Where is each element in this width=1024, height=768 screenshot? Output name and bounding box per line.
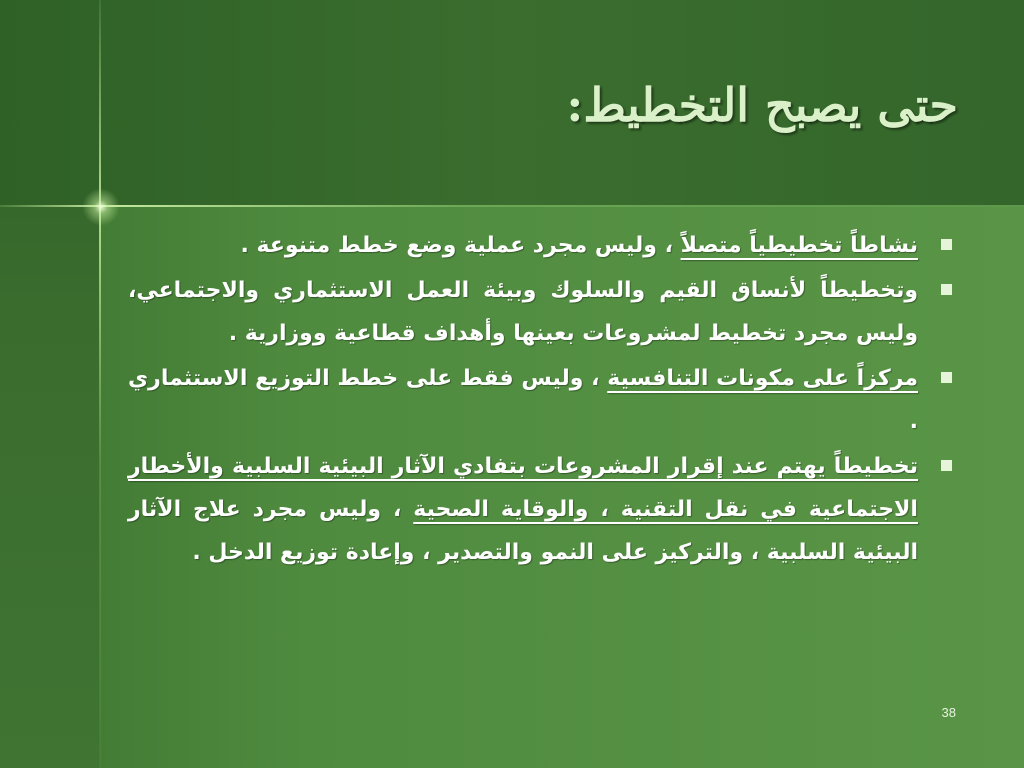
horizontal-divider (0, 205, 1024, 207)
bullet-item-1 (128, 224, 958, 267)
bullet-text: وتخطيطاً لأنساق القيم والسلوك وبيئة العمل الاستثماري والاجتماعي، وليس مجرد تخطيط لمشروعات بعينها وأهداف قطاعية ووزارية . (128, 278, 918, 346)
bullet-underlined-text: نشاطاً تخطيطياً متصلاً (680, 233, 918, 258)
bullet-text: ، وليس مجرد علاج الآثار البيئية السلبية ، والتركيز على النمو والتصدير ، وإعادة توزيع الدخل . (128, 497, 918, 565)
sparkle-decoration (82, 188, 120, 226)
bullet-text: ، وليس مجرد عملية وضع خطط متنوعة . (240, 233, 681, 258)
bullet-item-3 (128, 357, 958, 443)
bullet-underlined-text: تخطيطاً يهتم عند إقرار المشروعات بتفادي الآثار البيئية السلبية والأخطار الاجتماعية في نقل التقنية ، والوقاية الصحية (128, 454, 918, 522)
page-number: 38 (941, 705, 956, 720)
square-bullet-icon (941, 372, 952, 383)
square-bullet-icon (941, 284, 952, 295)
bullet-item-2 (128, 269, 958, 355)
bullet-text: ، وليس فقط على خطط التوزيع الاستثماري . (128, 366, 918, 434)
square-bullet-icon (941, 239, 952, 250)
bullet-underlined-text: مركزاً على مكونات التنافسية (607, 366, 918, 391)
vertical-divider (99, 0, 101, 768)
bullet-item-4 (128, 445, 958, 574)
bullet-list (128, 224, 958, 576)
slide-title: حتى يصبح التخطيط: (566, 78, 958, 132)
square-bullet-icon (941, 460, 952, 471)
